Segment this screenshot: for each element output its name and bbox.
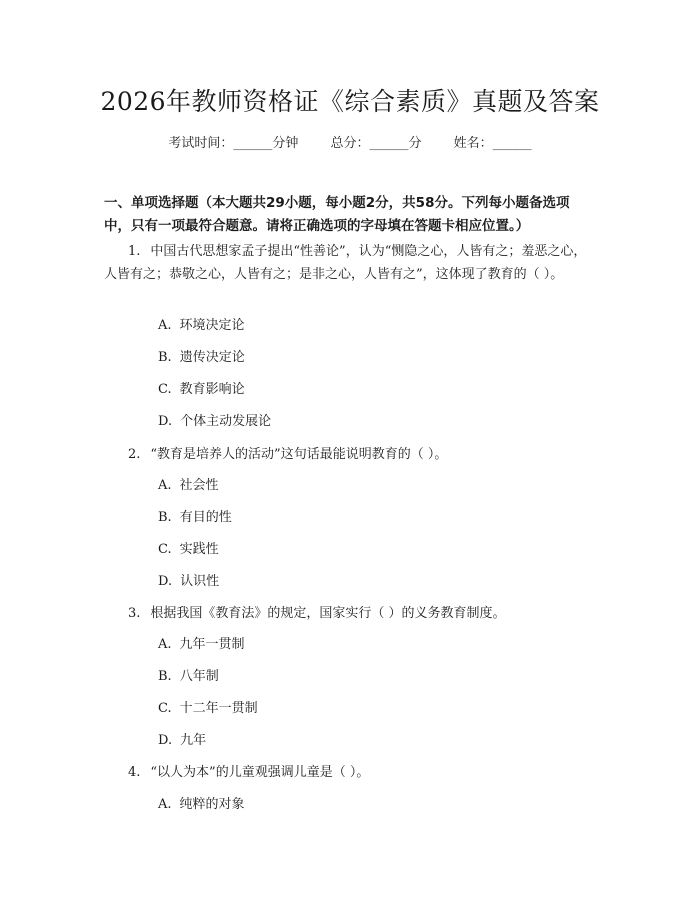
question-2-option-a: A. 社会性 [158, 478, 219, 493]
question-number: 4. [128, 765, 141, 780]
question-number: 2. [128, 447, 141, 462]
question-text: “教育是培养人的活动”这句话最能说明教育的（ ）。 [150, 447, 448, 462]
question-1-stem [104, 240, 594, 286]
question-1-option-d: D. 个体主动发展论 [158, 414, 272, 429]
question-2-option-d: D. 认识性 [158, 574, 220, 589]
question-3-option-d: D. 九年 [158, 733, 207, 748]
question-text: “以人为本”的儿童观强调儿童是（ ）。 [150, 765, 370, 780]
page-title: 2026年教师资格证《综合素质》真题及答案 [100, 87, 600, 116]
question-text: 根据我国《教育法》的规定，国家实行（ ）的义务教育制度。 [150, 606, 506, 621]
question-3-option-b: B. 八年制 [158, 669, 219, 684]
question-2-option-b: B. 有目的性 [158, 510, 232, 525]
question-3-stem [104, 602, 594, 625]
question-3-option-a: A. 九年一贯制 [158, 637, 245, 652]
exam-time-field: 考试时间：______分钟 [168, 136, 299, 151]
question-1-option-c: C. 教育影响论 [158, 382, 245, 397]
total-score-field: 总分：______分 [330, 136, 422, 151]
question-text: 中国古代思想家孟子提出“性善论”，认为“恻隐之心，人皆有之；羞恶之心，人皆有之；恭敬之心，人皆有之；是非之心，人皆有之”，这体现了教育的（ ）。 [104, 244, 587, 282]
question-number: 1. [128, 244, 141, 259]
question-2-option-c: C. 实践性 [158, 542, 219, 557]
question-1-option-a: A. 环境决定论 [158, 318, 245, 333]
question-2-stem [104, 443, 594, 466]
question-1-option-b: B. 遗传决定论 [158, 350, 245, 365]
question-number: 3. [128, 606, 141, 621]
question-3-option-c: C. 十二年一贯制 [158, 701, 258, 716]
exam-meta-line [0, 132, 700, 151]
name-field: 姓名：______ [453, 136, 532, 151]
section-heading: 一、单项选择题（本大题共29小题，每小题2分，共58分。下列每小题备选项中，只有一项最符合题意。请将正确选项的字母填在答题卡相应位置。） [104, 195, 570, 234]
question-4-option-a: A. 纯粹的对象 [158, 797, 245, 812]
question-4-stem [104, 761, 594, 784]
